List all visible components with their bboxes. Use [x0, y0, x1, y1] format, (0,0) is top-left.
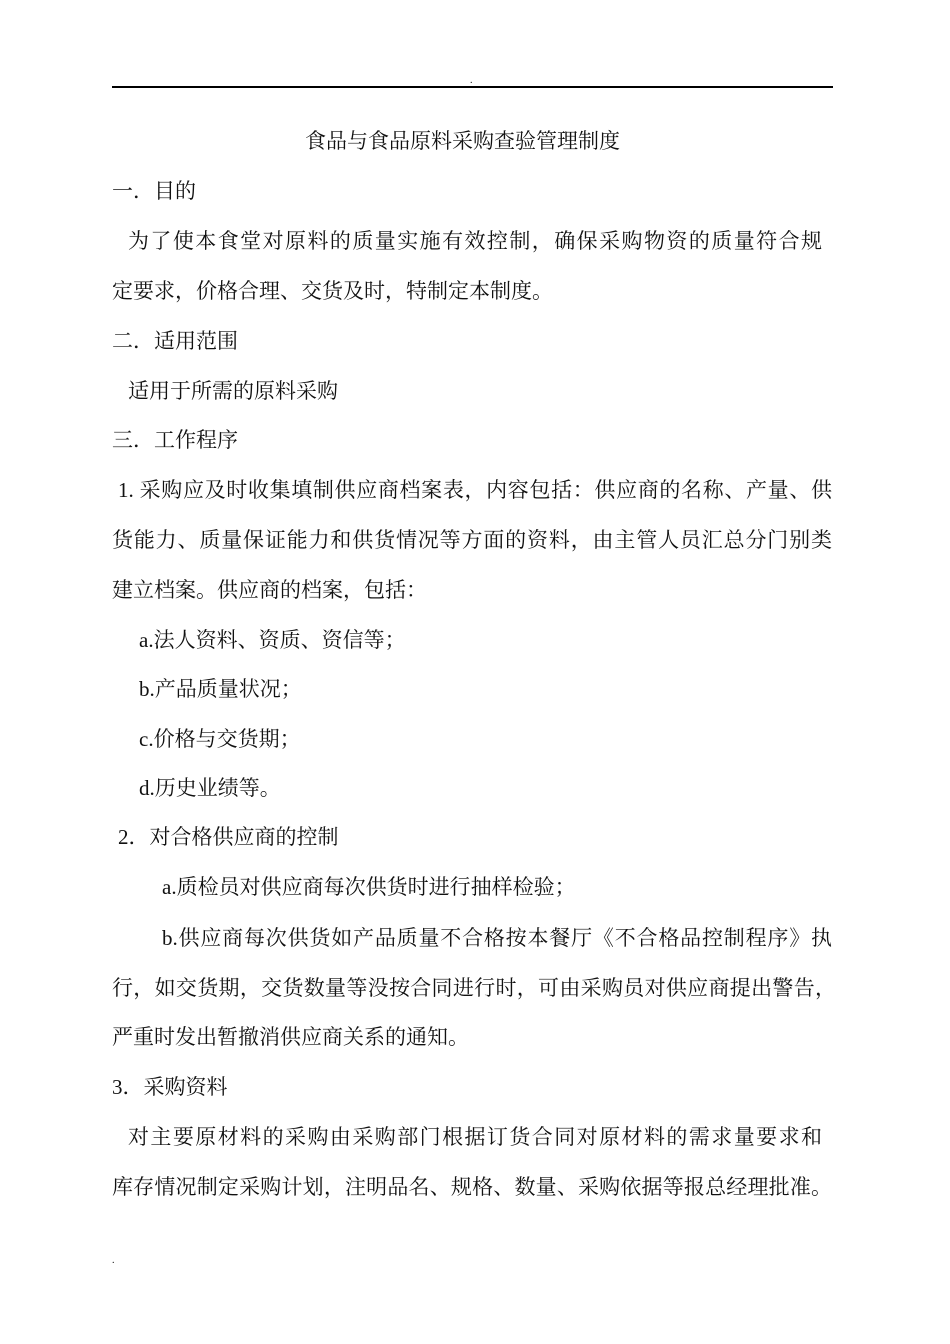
- list-item: a.质检员对供应商每次供货时进行抽样检验；: [162, 875, 576, 899]
- paragraph-line: 定要求，价格合理、交货及时，特制定本制度。: [112, 279, 553, 303]
- paragraph-line: b.供应商每次供货如产品质量不合格按本餐厅《不合格品控制程序》执: [162, 926, 832, 950]
- paragraph-line: 适用于所需的原料采购: [128, 379, 338, 403]
- paragraph-line: 1. 采购应及时收集填制供应商档案表，内容包括：供应商的名称、产量、供: [118, 478, 832, 502]
- paragraph-line: 库存情况制定采购计划，注明品名、规格、数量、采购依据等报总经理批准。: [112, 1175, 832, 1199]
- paragraph-line: 对主要原材料的采购由采购部门根据订货合同对原材料的需求量要求和: [128, 1125, 822, 1149]
- section-heading: 二．适用范围: [112, 329, 238, 353]
- header-mark: .: [470, 75, 473, 86]
- footer-mark: .: [112, 1255, 115, 1266]
- paragraph-line: 建立档案。供应商的档案，包括：: [112, 578, 427, 602]
- paragraph-line: 严重时发出暂撤消供应商关系的通知。: [112, 1025, 469, 1049]
- list-item: b.产品质量状况；: [139, 677, 302, 701]
- list-item: c.价格与交货期；: [139, 727, 301, 751]
- section-heading: 一．目的: [112, 179, 196, 203]
- paragraph-line: 为了使本食堂对原料的质量实施有效控制，确保采购物资的质量符合规: [128, 229, 822, 253]
- paragraph-line: 行，如交货期，交货数量等没按合同进行时，可由采购员对供应商提出警告，: [112, 976, 836, 1000]
- section-heading: 三．工作程序: [112, 428, 238, 452]
- header-rule: [112, 86, 833, 88]
- list-item: d.历史业绩等。: [139, 776, 281, 800]
- subsection-heading: 3．采购资料: [112, 1075, 228, 1099]
- list-item: a.法人资料、资质、资信等；: [139, 628, 406, 652]
- subsection-heading: 2．对合格供应商的控制: [118, 825, 339, 849]
- paragraph-line: 货能力、质量保证能力和供货情况等方面的资料，由主管人员汇总分门别类: [112, 528, 832, 552]
- document-title: 食品与食品原料采购查验管理制度: [305, 129, 620, 153]
